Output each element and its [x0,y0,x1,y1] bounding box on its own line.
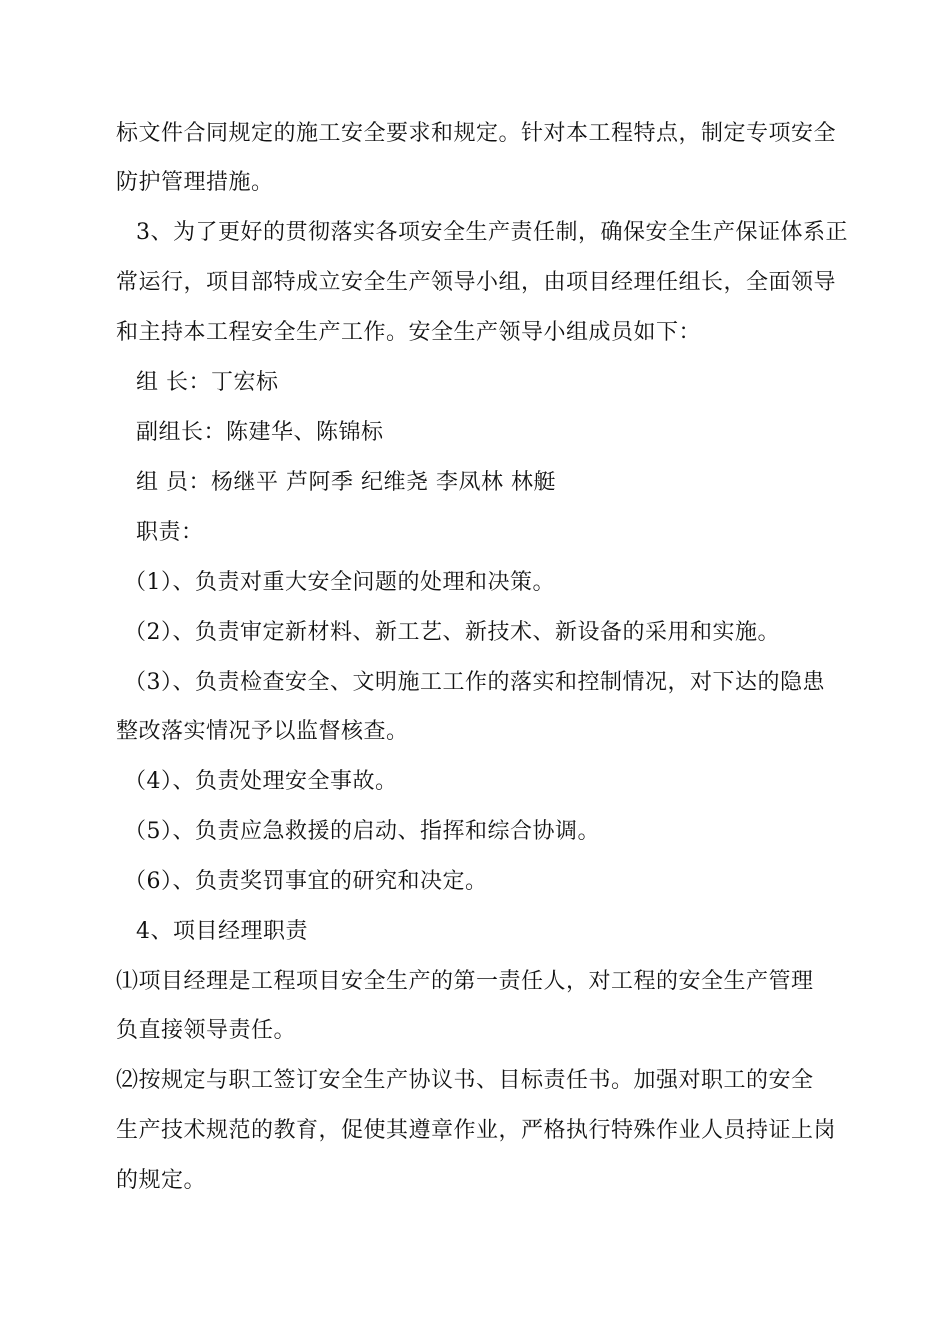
duty-item: （5）、负责应急救援的启动、指挥和综合协调。 [124,819,600,844]
paragraph-line: 和主持本工程安全生产工作。安全生产领导小组成员如下： [116,320,702,345]
duty-item: （1）、负责对重大安全问题的处理和决策。 [124,570,555,595]
paragraph-line: 生产技术规范的教育，促使其遵章作业，严格执行特殊作业人员持证上岗 [116,1118,837,1143]
duty-item: （2）、负责审定新材料、新工艺、新技术、新设备的采用和实施。 [124,620,780,645]
leader-line: 组 长：丁宏标 [136,370,279,395]
paragraph-line: 的规定。 [116,1168,207,1193]
paragraph-line: 防护管理措施。 [116,170,274,195]
paragraph-line: 标文件合同规定的施工安全要求和规定。针对本工程特点，制定专项安全 [116,121,837,146]
duties-heading: 职责： [136,520,204,545]
duty-item-continued: 整改落实情况予以监督核查。 [116,719,409,744]
duty-item: （6）、负责奖罚事宜的研究和决定。 [124,869,488,894]
paragraph-line: 负直接领导责任。 [116,1018,297,1043]
members-line: 组 员：杨继平 芦阿季 纪维尧 李凤林 林艇 [136,470,556,495]
paragraph-line: 3、为了更好的贯彻落实各项安全生产责任制，确保安全生产保证体系正 [136,220,848,245]
duty-item: （4）、负责处理安全事故。 [124,769,398,794]
duty-item: （3）、负责检查安全、文明施工工作的落实和控制情况，对下达的隐患 [124,670,825,695]
paragraph-line: ⑵按规定与职工签订安全生产协议书、目标责任书。加强对职工的安全 [116,1068,814,1093]
paragraph-line: 常运行，项目部特成立安全生产领导小组，由项目经理任组长，全面领导 [116,270,837,295]
paragraph-line: ⑴项目经理是工程项目安全生产的第一责任人，对工程的安全生产管理 [116,969,814,994]
deputy-line: 副组长：陈建华、陈锦标 [136,420,384,445]
section-heading: 4、项目经理职责 [136,919,308,944]
